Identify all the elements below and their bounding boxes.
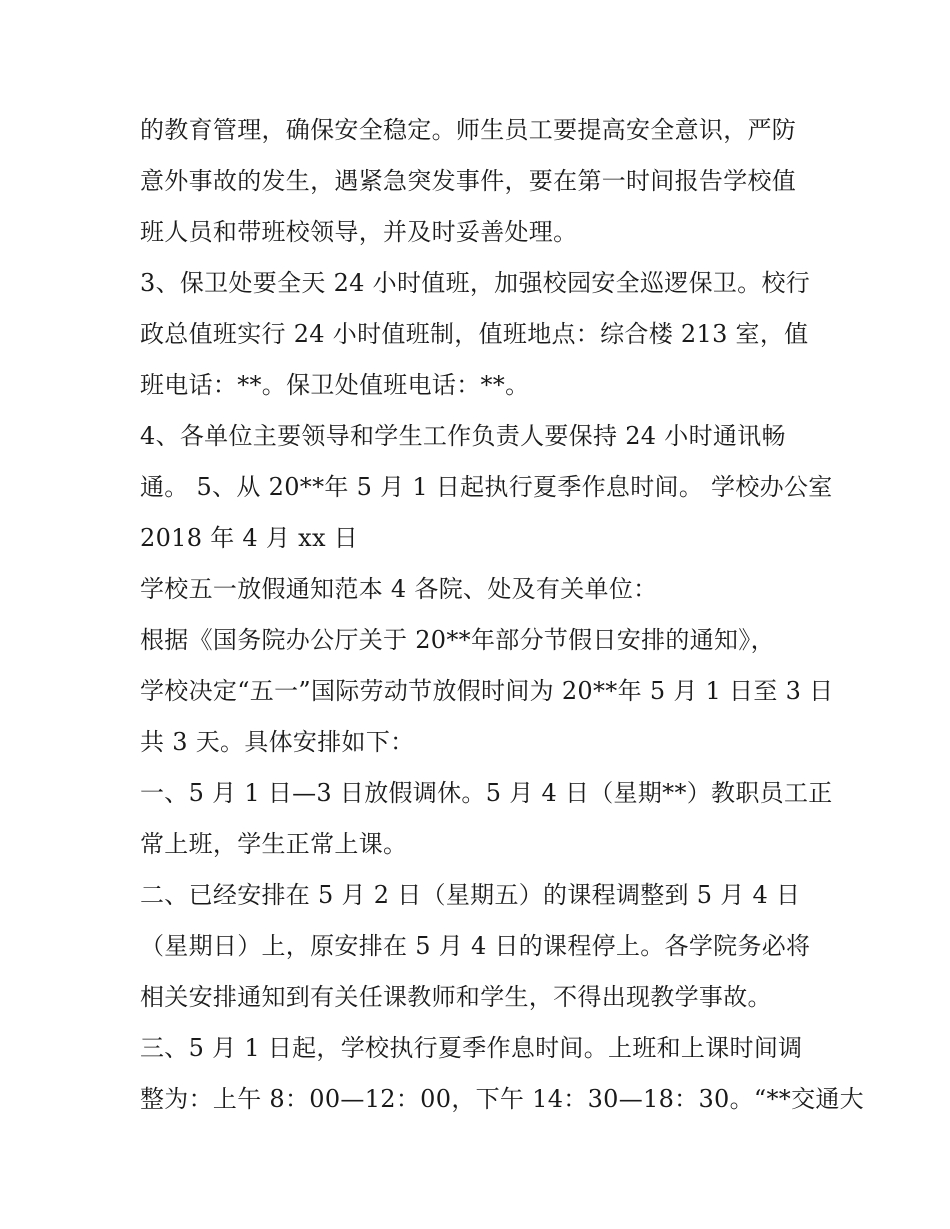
text-line: 3、保卫处要全天 24 小时值班，加强校园安全巡逻保卫。校行 [140,269,811,297]
text-line: 整为：上午 8：00—12：00，下午 14：30—18：30。“**交通大 [140,1085,864,1113]
text-line: 三、5 月 1 日起，学校执行夏季作息时间。上班和上课时间调 [140,1034,803,1062]
text-line: 的教育管理，确保安全稳定。师生员工要提高安全意识，严防 [140,116,797,144]
text-line: （星期日）上，原安排在 5 月 4 日的课程停上。各学院务必将 [140,932,811,960]
text-line: 相关安排通知到有关任课教师和学生，不得出现教学事故。 [140,983,772,1011]
text-line: 一、5 月 1 日—3 日放假调休。5 月 4 日（星期**）教职员工正 [140,779,833,807]
text-line: 通。 5、从 20**年 5 月 1 日起执行夏季作息时间。 学校办公室 [140,473,833,501]
text-line: 4、各单位主要领导和学生工作负责人要保持 24 小时通讯畅 [140,422,786,450]
text-line: 政总值班实行 24 小时值班制，值班地点：综合楼 213 室，值 [140,320,809,348]
text-line: 共 3 天。具体安排如下： [140,728,415,756]
text-line: 意外事故的发生，遇紧急突发事件，要在第一时间报告学校值 [140,167,797,195]
text-line: 2018 年 4 月 xx 日 [140,524,359,552]
text-line: 学校五一放假通知范本 4 各院、处及有关单位： [140,575,658,603]
text-line: 根据《国务院办公厅关于 20**年部分节假日安排的通知》， [140,626,775,654]
text-line: 学校决定“五一”国际劳动节放假时间为 20**年 5 月 1 日至 3 日 [140,677,834,705]
text-line: 常上班，学生正常上课。 [140,830,408,858]
text-line: 二、已经安排在 5 月 2 日（星期五）的课程调整到 5 月 4 日 [140,881,801,909]
text-line: 班人员和带班校领导，并及时妥善处理。 [140,218,578,246]
text-line: 班电话：**。保卫处值班电话：**。 [140,371,530,399]
